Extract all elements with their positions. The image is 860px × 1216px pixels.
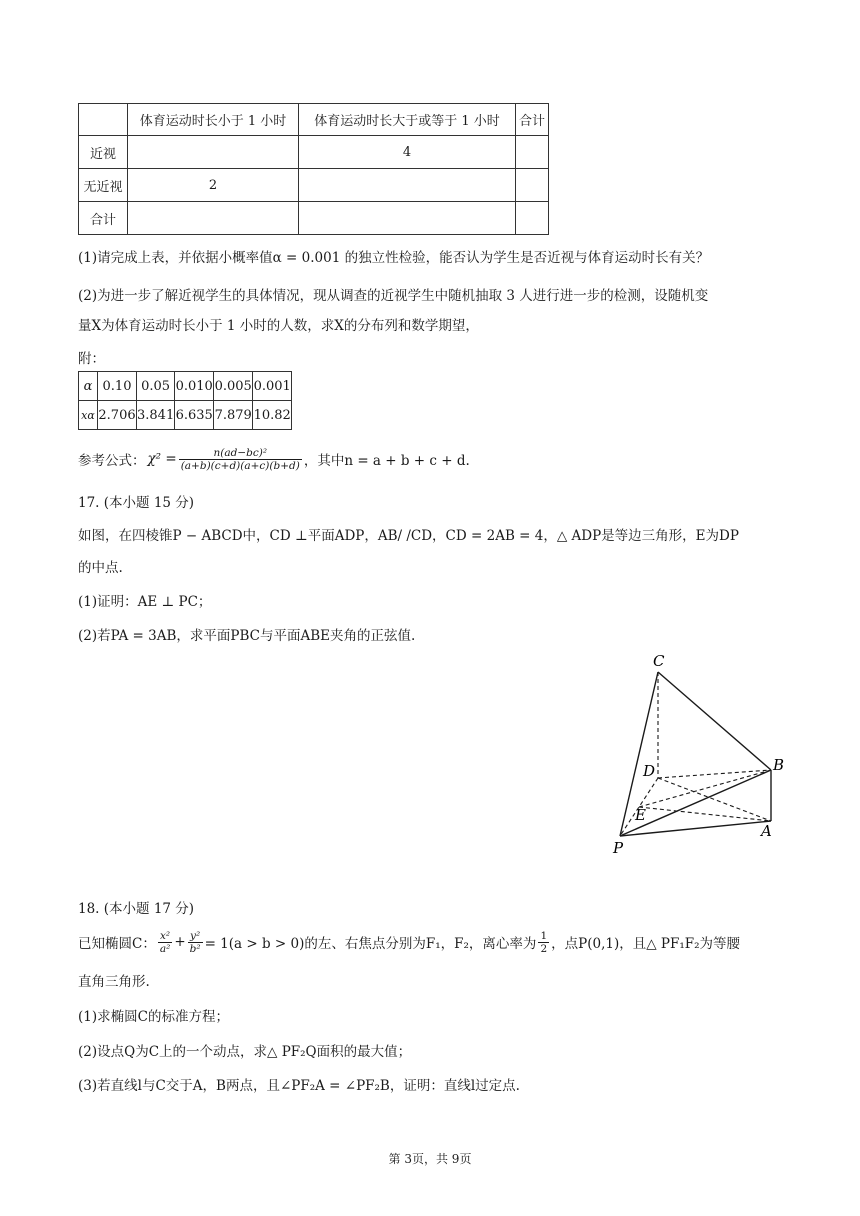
vertex-label-p: P	[613, 839, 624, 857]
alpha-value: 0.010	[175, 372, 214, 401]
x-value: 7.879	[214, 401, 253, 430]
half-fraction	[538, 930, 549, 955]
formula-suffix: ，其中n = a + b + c + d.	[303, 453, 470, 469]
x-over-a-fraction	[158, 930, 172, 955]
table-header-cell	[79, 104, 128, 136]
q18-part2: (2)设点Q为C上的一个动点，求△ PF₂Q面积的最大值；	[78, 1044, 412, 1060]
q16-part2-line2: 量X为体育运动时长小于 1 小时的人数，求X的分布列和数学期望，	[78, 318, 479, 334]
table-cell: 无近视	[79, 169, 128, 202]
table-cell: 近视	[79, 136, 128, 169]
x-value: 3.841	[137, 401, 175, 430]
formula-prefix: 参考公式：	[78, 453, 146, 469]
alpha-value: 0.005	[214, 372, 253, 401]
formula-denominator: (a+b)(c+d)(a+c)(b+d)	[180, 459, 300, 472]
table-cell	[299, 202, 516, 235]
table-cell: 4	[299, 136, 516, 169]
alpha-value: 0.05	[137, 372, 175, 401]
formula-fraction	[179, 447, 302, 472]
reference-formula	[78, 442, 470, 476]
alpha-label: α	[79, 372, 98, 401]
fraction-denominator: 2	[540, 942, 548, 955]
x-value: 6.635	[175, 401, 214, 430]
table-header-cell: 体育运动时长小于 1 小时	[128, 104, 299, 136]
q18-stem-suffix: ，点P(0,1)，且△ PF₁F₂为等腰	[551, 936, 741, 952]
q17-part2: (2)若PA = 3AB，求平面PBC与平面ABE夹角的正弦值.	[78, 628, 416, 644]
table-cell: 2	[128, 169, 299, 202]
contingency-table	[78, 103, 549, 235]
plus-sign: +	[174, 934, 186, 950]
vertex-label-a: A	[761, 822, 772, 840]
table-cell	[128, 136, 299, 169]
alpha-value: 0.10	[98, 372, 137, 401]
vertex-label-e: E	[635, 806, 646, 824]
critical-value-table	[78, 371, 292, 430]
edge-eb	[639, 770, 771, 807]
table-cell	[516, 202, 549, 235]
q17-part1: (1)证明：AE ⊥ PC；	[78, 594, 212, 610]
table-cell	[128, 202, 299, 235]
fraction-numerator: 1	[540, 929, 548, 942]
vertex-label-b: B	[773, 756, 785, 774]
q17-stem-line1: 如图，在四棱锥P − ABCD中，CD ⊥平面ADP，AB/ /CD，CD = 2AB = 4，△ ADP是等边三角形，E为DP	[78, 528, 739, 544]
q17-title: 17. (本小题 15 分)	[78, 495, 195, 511]
table-cell	[516, 169, 549, 202]
q18-stem-line2: 直角三角形.	[78, 974, 150, 990]
formula-numerator: n(ad−bc)²	[179, 447, 302, 460]
x-value: 10.82	[253, 401, 292, 430]
vertex-label-c: C	[653, 652, 665, 670]
edge-da	[658, 778, 771, 821]
pyramid-figure	[605, 648, 790, 858]
table-cell: 合计	[79, 202, 128, 235]
x-alpha-label: xα	[79, 401, 98, 430]
edge-cb	[658, 672, 771, 770]
x-value: 2.706	[98, 401, 137, 430]
q16-part1: (1)请完成上表，并依据小概率值α = 0.001 的独立性检验，能否认为学生是否近视与体育运动时长有关？	[78, 250, 710, 266]
appendix-label: 附：	[78, 351, 105, 367]
table-cell	[299, 169, 516, 202]
table-cell	[516, 136, 549, 169]
fraction-denominator: a²	[159, 942, 171, 955]
q18-part1: (1)求椭圆C的标准方程；	[78, 1009, 229, 1025]
alpha-value: 0.001	[253, 372, 292, 401]
formula-lhs: χ² =	[147, 451, 177, 467]
q18-part3: (3)若直线l与C交于A，B两点，且∠PF₂A = ∠PF₂B，证明：直线l过定点.	[78, 1078, 520, 1094]
q18-stem-prefix: 已知椭圆C：	[78, 936, 156, 952]
q18-stem-middle: = 1(a > b > 0)的左、右焦点分别为F₁，F₂，离心率为	[204, 936, 537, 952]
q17-stem-line2: 的中点.	[78, 560, 123, 576]
page-footer: 第 3页，共 9页	[388, 1152, 472, 1166]
y-over-b-fraction	[188, 930, 203, 955]
vertex-label-d: D	[643, 762, 656, 780]
q16-part2-line1: (2)为进一步了解近视学生的具体情况，现从调查的近视学生中随机抽取 3 人进行进一步的检测，设随机变	[78, 288, 709, 304]
q18-stem-line1	[78, 924, 740, 960]
table-header-cell: 合计	[516, 104, 549, 136]
fraction-numerator: y²	[188, 930, 203, 943]
fraction-denominator: b²	[189, 942, 201, 955]
q18-title: 18. (本小题 17 分)	[78, 901, 195, 917]
fraction-numerator: x²	[158, 930, 172, 943]
table-header-cell: 体育运动时长大于或等于 1 小时	[299, 104, 516, 136]
